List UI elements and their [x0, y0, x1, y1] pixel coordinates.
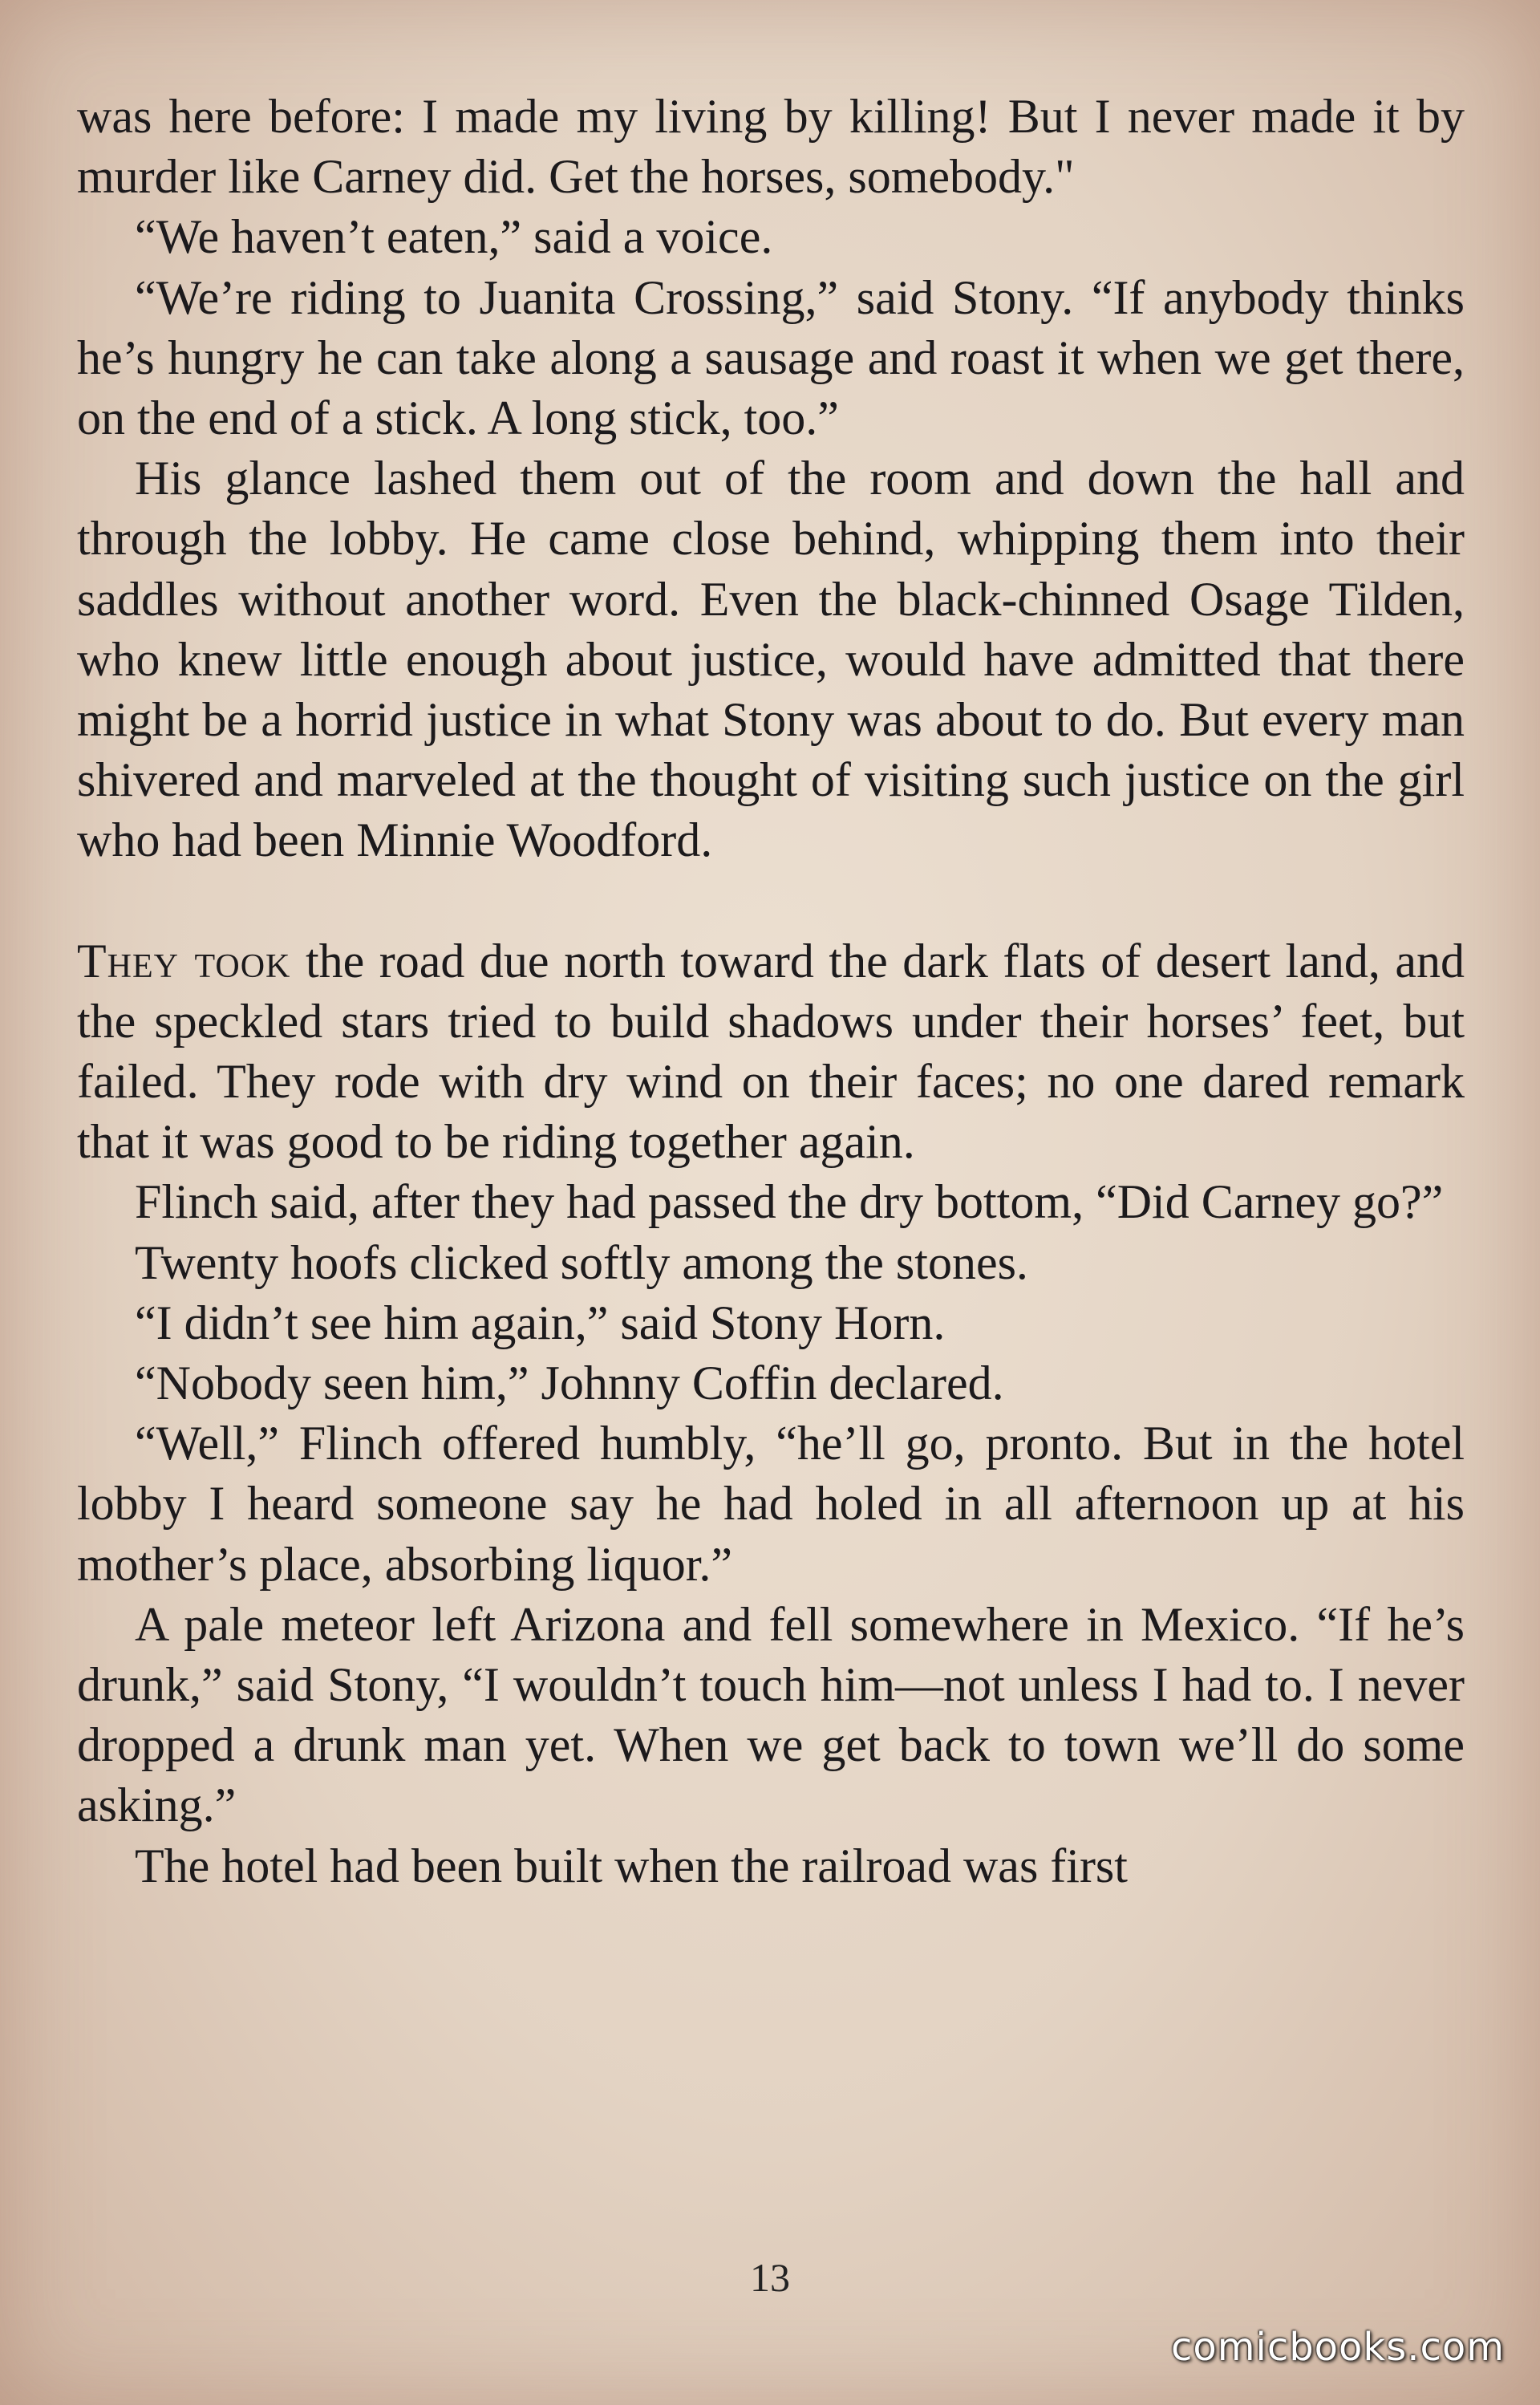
body-text	[77, 87, 1465, 1896]
paragraph: “I didn’t see him again,” said Stony Horn.	[135, 1296, 946, 1349]
paragraph: Flinch said, after they had passed the dry bottom, “Did Carney go?”	[135, 1175, 1444, 1229]
section-opening-text: the road due north toward the dark flats of desert land, and the speckled stars tried to build shadows under their horses’ feet, but failed. They rode with dry wind on their faces; no one dared remark that it was good to be riding together again.	[77, 934, 1465, 1169]
paragraph: The hotel had been built when the railroad was first	[135, 1839, 1128, 1892]
section-break	[77, 871, 1465, 931]
section-opening-caps: They took	[77, 934, 291, 988]
paragraph: “We haven’t eaten,” said a voice.	[135, 210, 773, 264]
paragraph: “We’re riding to Juanita Crossing,” said Stony. “If anybody thinks he’s hungry he can take along a sausage and roast it when we get there, on the end of a stick. A long stick, too.”	[77, 270, 1465, 445]
paragraph: “Well,” Flinch offered humbly, “he’ll go, pronto. But in the hotel lobby I heard someone say he had holed in all afternoon up at his mother’s place, absorbing liquor.”	[77, 1417, 1465, 1591]
section-opening-paragraph	[77, 931, 1465, 1173]
paragraph: Twenty hoofs clicked softly among the stones.	[135, 1235, 1028, 1289]
paragraph: His glance lashed them out of the room and down the hall and through the lobby. He came close behind, whipping them into their saddles without another word. Even the black-chinned Osage Tilden, who knew little enough about justice, would have admitted that there might be a horrid justice in what Stony was about to do. But every man shivered and marveled at the thought of visiting such justice on the girl who had been Minnie Woodford.	[77, 452, 1465, 867]
paragraph: was here before: I made my living by killing! But I never made it by murder like Carney did. Get the horses, somebody."	[77, 90, 1465, 204]
watermark: comicbooks.com	[1170, 2325, 1505, 2370]
paragraph: A pale meteor left Arizona and fell somewhere in Mexico. “If he’s drunk,” said Stony, “I wouldn’t touch him—not unless I had to. I never dropped a drunk man yet. When we get back to town we’ll do some asking.”	[77, 1597, 1465, 1832]
page-number: 13	[750, 2255, 790, 2300]
paragraph: “Nobody seen him,” Johnny Coffin declared.	[135, 1357, 1004, 1410]
